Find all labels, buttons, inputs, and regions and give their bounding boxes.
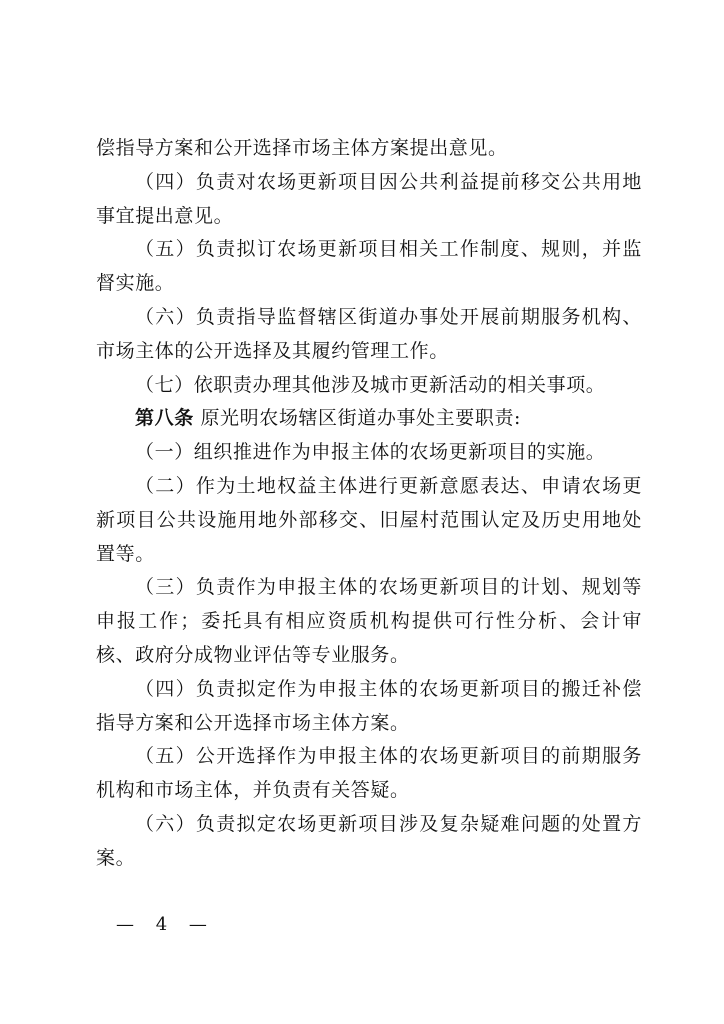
article-8-item-4: （四）负责拟定作为申报主体的农场更新项目的搬迁补偿指导方案和公开选择市场主体方案。 — [96, 677, 642, 734]
page-number: — 4 — — [116, 914, 215, 935]
paragraph-item-7: （七）依职责办理其他涉及城市更新活动的相关事项。 — [135, 373, 606, 396]
article-8-title: 原光明农场辖区街道办事处主要职责: — [200, 407, 522, 430]
article-8-number: 第八条 — [135, 407, 194, 430]
paragraph-item-5: （五）负责拟订农场更新项目相关工作制度、规则，并监督实施。 — [96, 238, 642, 295]
paragraph-item-4: （四）负责对农场更新项目因公共利益提前移交公共用地事宜提出意见。 — [96, 170, 642, 227]
paragraph-continuation: 偿指导方案和公开选择市场主体方案提出意见。 — [96, 137, 508, 159]
document-body — [96, 132, 642, 876]
article-8-heading — [96, 402, 642, 436]
article-8-item-6: （六）负责拟定农场更新项目涉及复杂疑难问题的处置方案。 — [96, 812, 642, 869]
article-8-item-5: （五）公开选择作为申报主体的农场更新项目的前期服务机构和市场主体，并负责有关答疑。 — [96, 745, 642, 802]
article-8-item-1: （一）组织推进作为申报主体的农场更新项目的实施。 — [135, 441, 606, 464]
article-8-item-3: （三）负责作为申报主体的农场更新项目的计划、规划等申报工作；委托具有相应资质机构提供可行性分析、会计审核、政府分成物业评估等专业服务。 — [96, 576, 642, 666]
article-8-item-2: （二）作为土地权益主体进行更新意愿表达、申请农场更新项目公共设施用地外部移交、旧屋村范围认定及历史用地处置等。 — [96, 474, 642, 565]
paragraph-item-6: （六）负责指导监督辖区街道办事处开展前期服务机构、市场主体的公开选择及其履约管理工作。 — [96, 305, 642, 362]
